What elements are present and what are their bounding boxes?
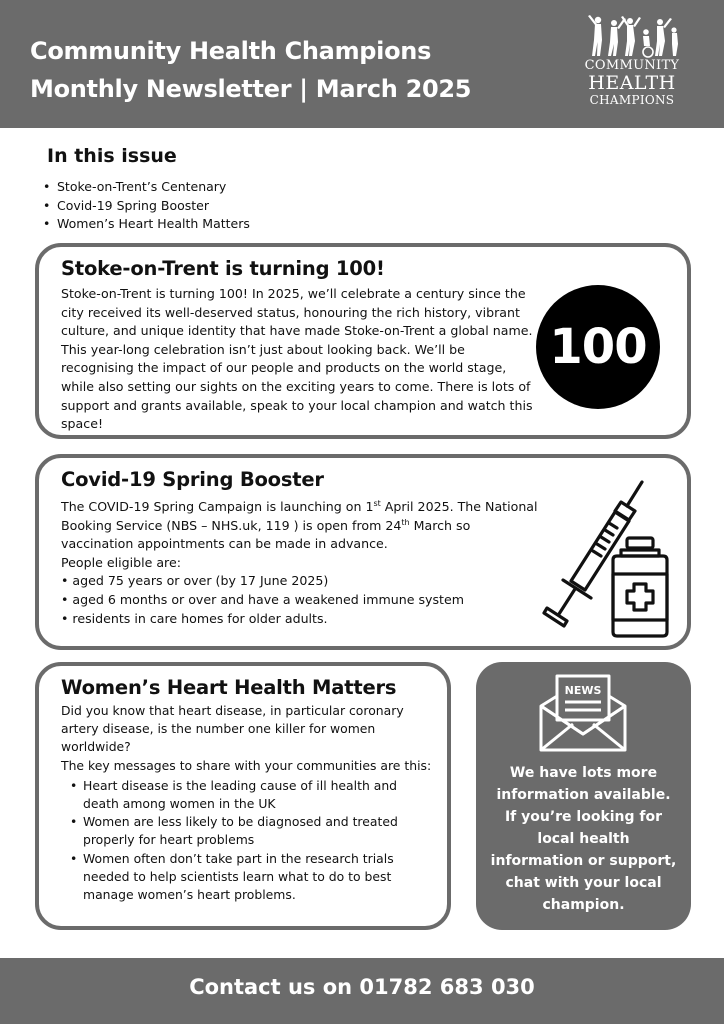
eligible-item: • residents in care homes for older adults. bbox=[61, 610, 328, 626]
heart-paragraph-1: Did you know that heart disease, in particular coronary artery disease, is the number one killer for women worldwide? bbox=[61, 703, 404, 755]
heart-body bbox=[61, 702, 436, 904]
title-line-2: Monthly Newsletter | March 2025 bbox=[30, 75, 472, 103]
news-envelope-icon bbox=[535, 672, 632, 754]
toc-item: • Covid-19 Spring Booster bbox=[57, 197, 250, 216]
eligible-item: • aged 6 months or over and have a weakened immune system bbox=[61, 591, 464, 607]
covid-paragraph: The COVID-19 Spring Campaign is launching on 1st April 2025. The National Booking Service (NBS – NHS.uk, 119 ) is open from 24th March so vaccination appointments can be made in advance. bbox=[61, 498, 538, 552]
centenary-card bbox=[35, 243, 691, 439]
newsletter-title bbox=[30, 32, 471, 108]
heart-health-card bbox=[35, 662, 451, 930]
title-line-1: Community Health Champions bbox=[30, 37, 432, 65]
toc-item: • Stoke-on-Trent’s Centenary bbox=[57, 178, 250, 197]
centenary-body: Stoke-on-Trent is turning 100! In 2025, we’ll celebrate a century since the city received its well-deserved status, honouring the rich history, vibrant culture, and unique identity that have made Stoke-on-Trent a global name. This year-long celebration isn’t just about looking back. We’ll be recognising the impact of our people and products on the world stage, while also setting our sights on the exciting years to come. There is lots of support and grants available, speak to your local champion and watch this space! bbox=[61, 286, 533, 432]
covid-card bbox=[35, 454, 691, 650]
toc-list bbox=[57, 178, 250, 234]
toc-title: In this issue bbox=[47, 145, 177, 167]
community-people-logo-icon bbox=[584, 14, 680, 58]
heart-title: Women’s Heart Health Matters bbox=[61, 676, 397, 699]
logo-text-community: COMMUNITY bbox=[584, 58, 680, 73]
covid-title: Covid-19 Spring Booster bbox=[61, 468, 324, 491]
logo-text-champions: CHAMPIONS bbox=[589, 93, 675, 107]
list-item: • Women are less likely to be diagnosed and treated properly for heart problems bbox=[61, 813, 436, 849]
list-item: • Heart disease is the leading cause of ill health and death among women in the UK bbox=[61, 777, 436, 813]
news-icon-label: NEWS bbox=[564, 684, 602, 697]
eligible-intro: People eligible are: bbox=[61, 554, 181, 570]
heart-paragraph-2: The key messages to share with your communities are this: bbox=[61, 757, 432, 773]
covid-body bbox=[61, 498, 541, 628]
logo-text-health: HEALTH bbox=[588, 72, 676, 94]
list-item: • Women often don’t take part in the research trials needed to help scientists learn what to do to best manage women’s heart problems. bbox=[61, 850, 436, 905]
syringe-vial-icon bbox=[529, 468, 679, 640]
centenary-title: Stoke-on-Trent is turning 100! bbox=[61, 257, 385, 280]
community-health-champions-logo bbox=[574, 14, 690, 118]
centenary-badge: 100 bbox=[536, 285, 660, 409]
header-band bbox=[0, 0, 724, 128]
more-info-text: We have lots more information available. If you’re looking for local health information or support, chat with your local champion. bbox=[490, 765, 677, 913]
toc-item: • Women’s Heart Health Matters bbox=[57, 215, 250, 234]
contact-phone[interactable]: Contact us on 01782 683 030 bbox=[189, 975, 535, 999]
footer-band bbox=[0, 958, 724, 1024]
heart-bullets bbox=[61, 777, 436, 904]
eligible-item: • aged 75 years or over (by 17 June 2025) bbox=[61, 573, 329, 589]
more-info-box bbox=[476, 662, 691, 930]
